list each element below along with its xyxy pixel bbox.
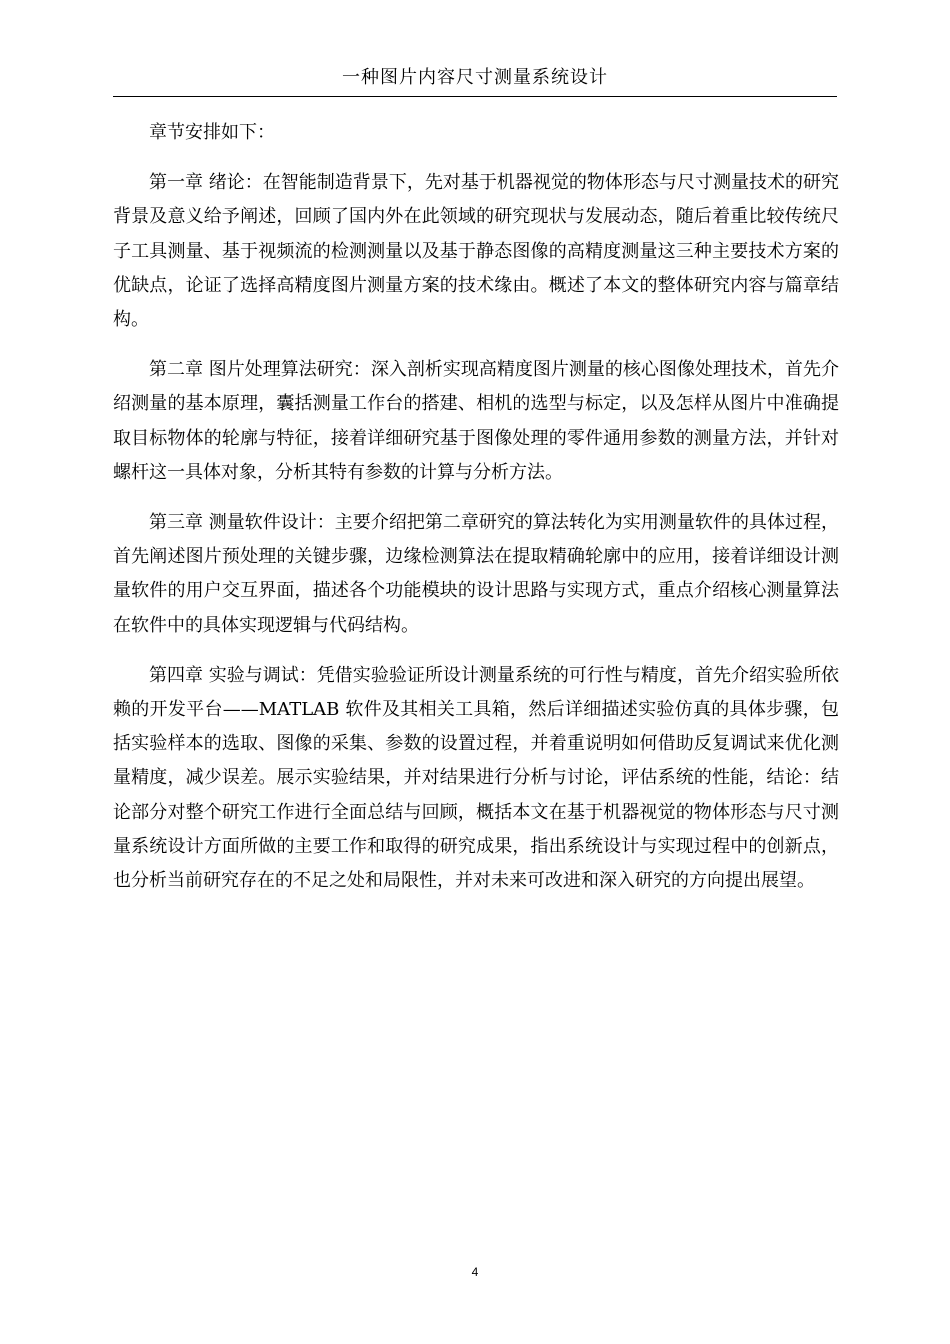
paragraph-chapter-3: 第三章 测量软件设计：主要介绍把第二章研究的算法转化为实用测量软件的具体过程，首先阐述图片预处理的关键步骤，边缘检测算法在提取精确轮廓中的应用，接着详细设计测量软件的用户交互界面，描述各个功能模块的设计思路与实现方式，重点介绍核心测量算法在软件中的具体实现逻辑与代码结构。 [113, 512, 839, 636]
paragraph-chapter-arrangement-intro: 章节安排如下： [149, 122, 275, 143]
page-number: 4 [471, 1265, 479, 1279]
header-divider [113, 96, 837, 97]
running-header-title: 一种图片内容尺寸测量系统设计 [342, 67, 608, 88]
paragraph-chapter-2: 第二章 图片处理算法研究：深入剖析实现高精度图片测量的核心图像处理技术，首先介绍测量的基本原理，囊括测量工作台的搭建、相机的选型与标定，以及怎样从图片中准确提取目标物体的轮廓与特征，接着详细研究基于图像处理的零件通用参数的测量方法，并针对螺杆这一具体对象，分析其特有参数的计算与分析方法。 [113, 359, 839, 483]
paragraph-chapter-1: 第一章 绪论：在智能制造背景下，先对基于机器视觉的物体形态与尺寸测量技术的研究背景及意义给予阐述，回顾了国内外在此领域的研究现状与发展动态，随后着重比较传统尺子工具测量、基于视频流的检测测量以及基于静态图像的高精度测量这三种主要技术方案的优缺点，论证了选择高精度图片测量方案的技术缘由。概述了本文的整体研究内容与篇章结构。 [113, 172, 839, 331]
body-text [113, 116, 839, 898]
paragraph-chapter-4: 第四章 实验与调试：凭借实验验证所设计测量系统的可行性与精度，首先介绍实验所依赖的开发平台——MATLAB 软件及其相关工具箱，然后详细描述实验仿真的具体步骤，包括实验样本的选取、图像的采集、参数的设置过程，并着重说明如何借助反复调试来优化测量精度，减少误差。展示实验结果，并对结果进行分析与讨论，评估系统的性能，结论：结论部分对整个研究工作进行全面总结与回顾，概括本文在基于机器视觉的物体形态与尺寸测量系统设计方面所做的主要工作和取得的研究成果，指出系统设计与实现过程中的创新点，也分析当前研究存在的不足之处和局限性，并对未来可改进和深入研究的方向提出展望。 [113, 664, 839, 892]
